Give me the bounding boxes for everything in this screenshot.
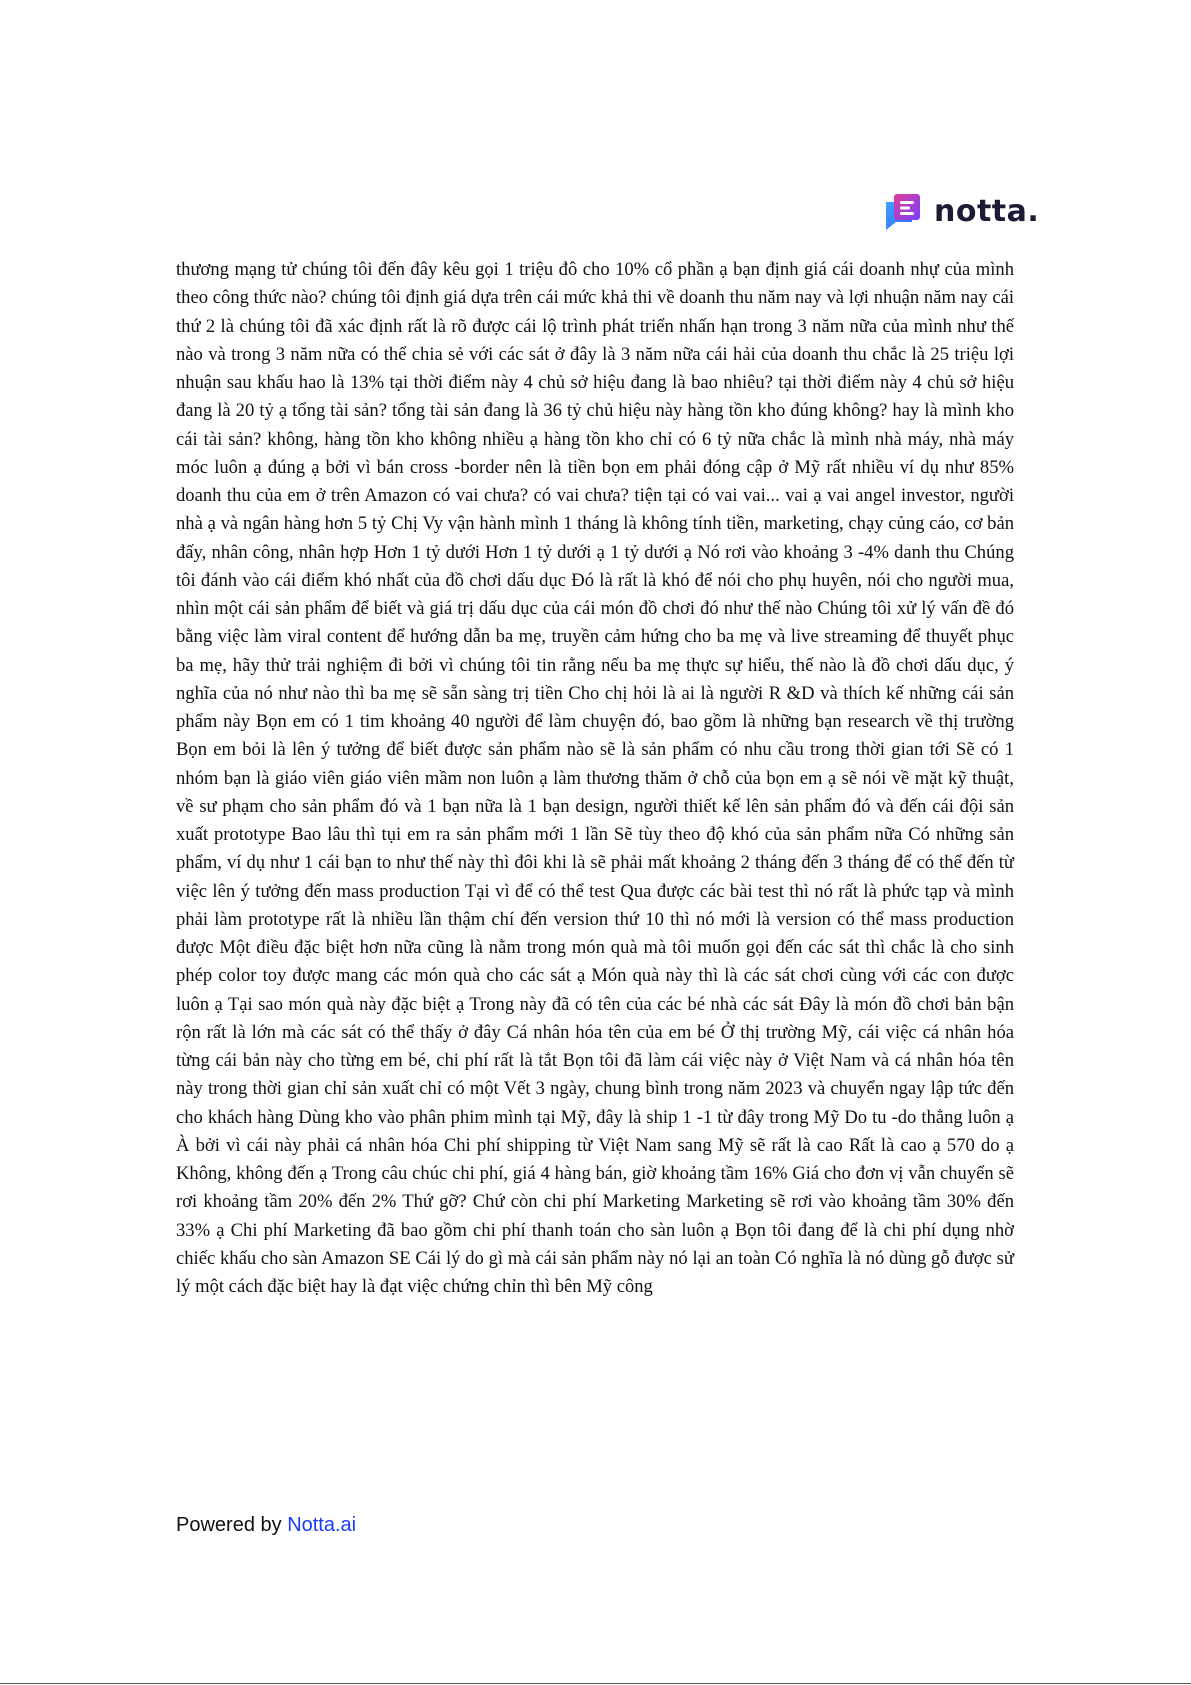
footer-prefix: Powered by	[176, 1514, 282, 1536]
brand-logo	[884, 192, 1039, 232]
footer-link[interactable]: Notta.ai	[287, 1514, 357, 1536]
bottom-divider	[0, 1683, 1191, 1684]
brand-name: notta.	[934, 194, 1040, 229]
transcript-body: thương mạng tử chúng tôi đến đây kêu gọi 1 triệu đô cho 10% cổ phần ạ bạn định giá cái doanh nhự của mình theo công thức nào? chúng tôi định giá dựa trên cái mức khả thi về doanh thu năm nay và lợi nhuận năm nay cái thứ 2 là chúng tôi đã xác định rất là rõ được cái lộ trình phát triển nhấn hạn trong 3 năm nữa của mình như thế nào và trong 3 năm nữa có thể chia sẻ với các sát ở đây là 3 năm nữa cái hải của doanh thu chắc là 25 triệu lợi nhuận sau khấu hao là 13% tại thời điểm này 4 chủ sở hiệu đang là bao nhiêu? tại thời điểm này 4 chủ sở hiệu đang là 20 tỷ ạ tổng tài sản? tổng tài sản đang là 36 tỷ chủ hiệu này hàng tồn kho đúng không? hay là mình kho cái tài sản? không, hàng tồn kho không nhiều ạ hàng tồn kho chỉ có 6 tỷ nữa chắc là mình nhà máy, nhà máy móc luôn ạ đúng ạ bởi vì bán cross -border nên là tiền bọn em phải đóng cập ở Mỹ rất nhiều ví dụ như 85% doanh thu của em ở trên Amazon có vai chưa? có vai chưa? tiện tại có vai vai... vai ạ vai angel investor, người nhà ạ và ngân hàng hơn 5 tỷ Chị Vy vận hành mình 1 tháng là không tính tiền, marketing, chạy củng cáo, cơ bản đấy, nhân công, nhân hợp Hơn 1 tỷ dưới Hơn 1 tỷ dưới ạ 1 tỷ dưới ạ Nó rơi vào khoảng 3 -4% danh thu Chúng tôi đánh vào cái điểm khó nhất của đồ chơi dấu dục Đó là rất là khó để nói cho phụ huyên, nói cho người mua, nhìn một cái sản phẩm để biết và giá trị dấu dục của cái món đồ chơi đó như thế nào Chúng tôi xử lý vấn đề đó bằng việc làm viral content để hướng dẫn ba mẹ, truyền cảm hứng cho ba mẹ và live streaming để thuyết phục ba mẹ, hãy thử trải nghiệm đi bởi vì chúng tôi tin rằng nếu ba mẹ thực sự hiểu, thế nào là đồ chơi dấu dục, ý nghĩa của nó như nào thì ba mẹ sẽ sẵn sàng trị tiền Cho chị hỏi là ai là người R &D và thích kế những cái sản phẩm này Bọn em có 1 tim khoảng 40 người để làm chuyện đó, bao gồm là những bạn research về thị trường Bọn em bỏi là lên ý tưởng để biết được sản phẩm nào sẽ là sản phẩm có nhu cầu trong thời gian tới Sẽ có 1 nhóm bạn là giáo viên giáo viên mầm non luôn ạ làm thương thăm ở chỗ của bọn em ạ sẽ nói về mặt kỹ thuật, về sư phạm cho sản phẩm đó và 1 bạn nữa là 1 bạn design, người thiết kế lên sản phẩm đó và đến cái đội sản xuất prototype Bao lâu thì tụi em ra sản phẩm mới 1 lần Sẽ tùy theo độ khó của sản phẩm nữa Có những sản phẩm, ví dụ như 1 cái bạn to như thế này thì đôi khi là sẽ phải mất khoảng 2 tháng đến 3 tháng để có thể đến từ việc lên ý tưởng đến mass production Tại vì để có thể test Qua được các bài test thì nó rất là phức tạp và mình phải làm prototype rất là nhiều lần thậm chí đến version thứ 10 thì nó mới là version có thể mass production được Một điều đặc biệt hơn nữa cũng là nằm trong món quà mà tôi muốn gọi đến các sát thì chắc là cho sinh phép color toy được mang các món quà cho các sát ạ Món quà này thì là các sát chơi cùng với các con được luôn ạ Tại sao món quà này đặc biệt ạ Trong này đã có tên của các bé nhà các sát Đây là món đồ chơi bản bận rộn rất là lớn mà các sát có thể thấy ở đây Cá nhân hóa tên của em bé Ở thị trường Mỹ, cái việc cá nhân hóa từng cái bản này cho từng em bé, chi phí rất là tắt Bọn tôi đã làm cái việc này ở Việt Nam và cá nhân hóa tên này trong thời gian chỉ sản xuất chỉ có một Vết 3 ngày, chung bình trong năm 2023 và chuyển ngay lập tức đến cho khách hàng Dùng kho vào phân phim mình tại Mỹ, đây là ship 1 -1 từ đây trong Mỹ Do tu -do thẳng luôn ạ À bởi vì cái này phải cá nhân hóa Chi phí shipping từ Việt Nam sang Mỹ sẽ rất là cao Rất là cao ạ 570 do ạ Không, không đến ạ Trong câu chúc chi phí, giá 4 hàng bán, giờ khoảng tầm 16% Giá cho đơn vị vẫn chuyển sẽ rơi khoảng tầm 20% đến 2% Thứ gỡ? Chứ còn chi phí Marketing Marketing sẽ rơi vào khoảng tầm 30% đến 33% ạ Chi phí Marketing đã bao gồm chi phí thanh toán cho sàn luôn ạ Bọn tôi đang để là chi phí dụng nhờ chiếc khấu cho sàn Amazon SE Cái lý do gì mà cái sản phẩm này nó lại an toàn Có nghĩa là nó dùng gỗ được sử lý một cách đặc biệt hay là đạt việc chứng chỉn thì bên Mỹ công	[176, 259, 1014, 1297]
notta-logo-icon	[884, 192, 924, 232]
footer	[176, 1514, 356, 1537]
